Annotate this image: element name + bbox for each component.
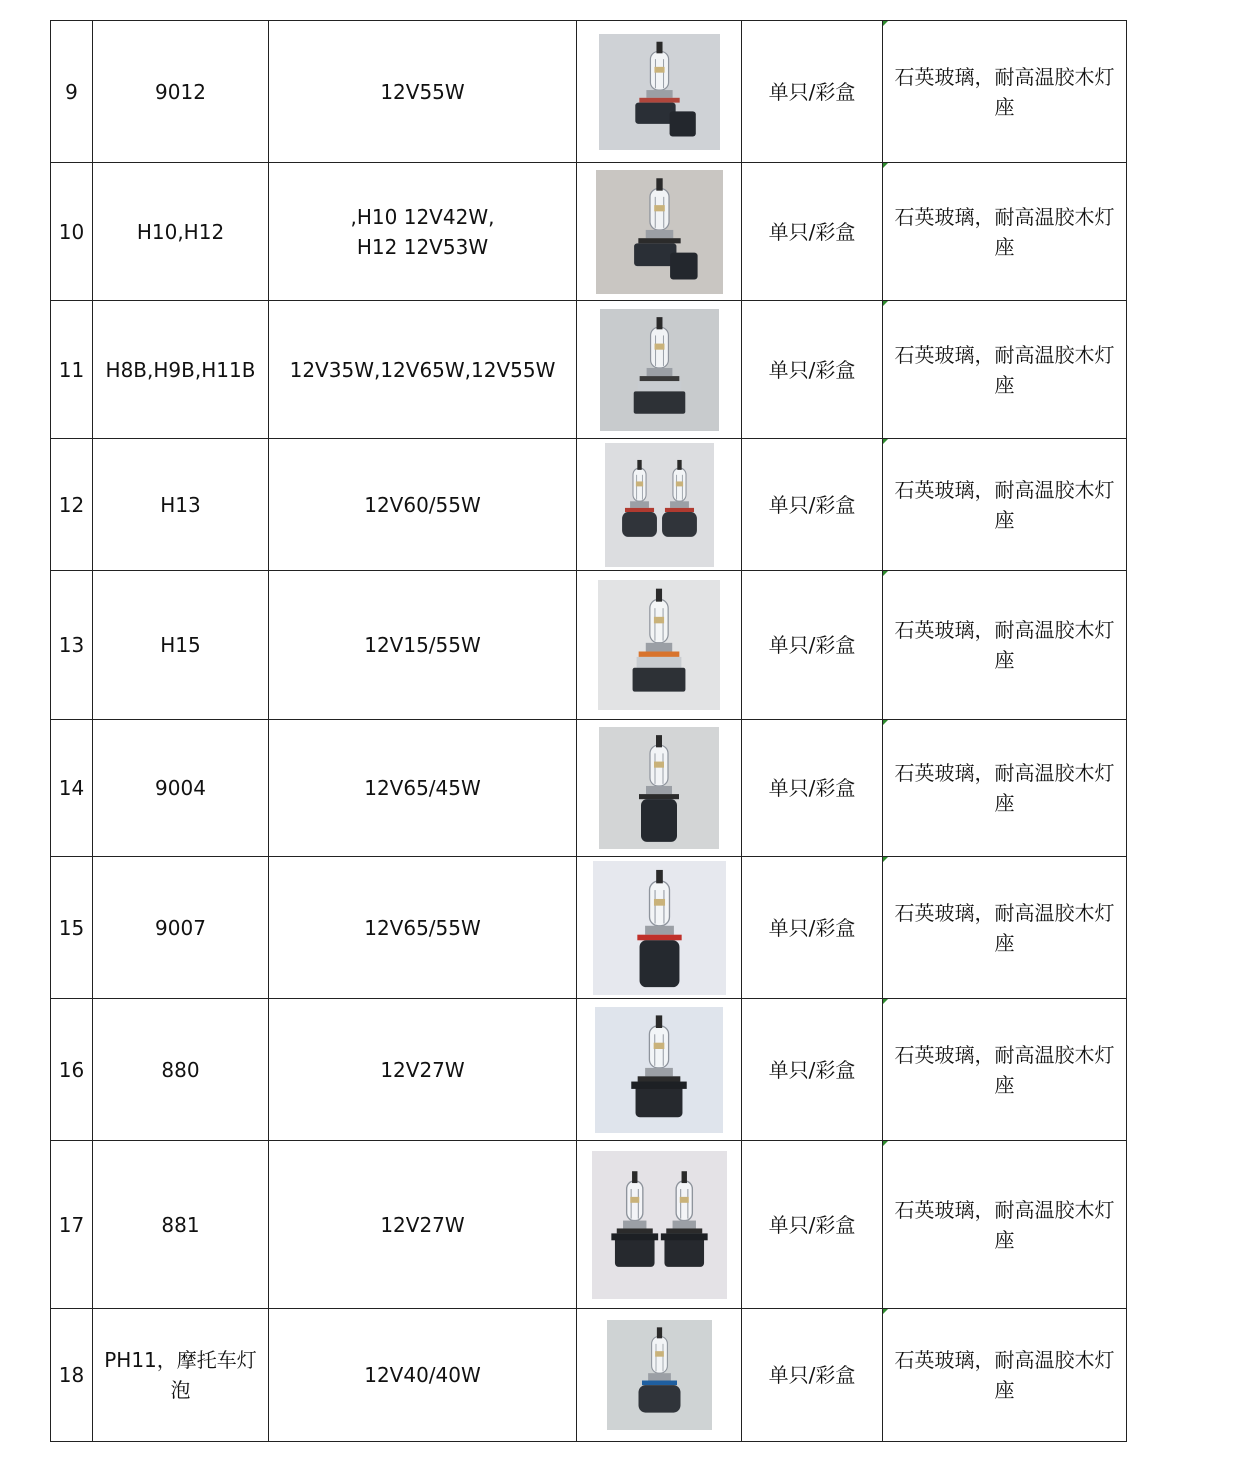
bulb-h10-icon bbox=[596, 170, 723, 294]
table-row bbox=[51, 999, 1127, 1141]
bulb-ph11-icon bbox=[607, 1320, 712, 1430]
photo-cell bbox=[577, 571, 742, 720]
photo-cell bbox=[577, 857, 742, 999]
spec-cell: 12V65/45W bbox=[269, 720, 577, 857]
table-row bbox=[51, 720, 1127, 857]
model-cell: H8B,H9B,H11B bbox=[93, 301, 269, 439]
bulb-h15-icon bbox=[598, 580, 720, 710]
photo-cell bbox=[577, 1141, 742, 1309]
model-cell: 9012 bbox=[93, 21, 269, 163]
photo-cell bbox=[577, 301, 742, 439]
material-cell: 石英玻璃，耐高温胶木灯座 bbox=[883, 439, 1127, 571]
bulb-9012-icon bbox=[599, 34, 720, 150]
material-cell: 石英玻璃，耐高温胶木灯座 bbox=[883, 571, 1127, 720]
packing-cell: 单只/彩盒 bbox=[742, 720, 883, 857]
spec-cell: 12V27W bbox=[269, 999, 577, 1141]
row-number: 18 bbox=[51, 1309, 93, 1442]
row-number: 13 bbox=[51, 571, 93, 720]
row-number: 9 bbox=[51, 21, 93, 163]
table-row bbox=[51, 857, 1127, 999]
model-cell: 9004 bbox=[93, 720, 269, 857]
spec-cell: 12V65/55W bbox=[269, 857, 577, 999]
spec-cell: 12V15/55W bbox=[269, 571, 577, 720]
packing-cell: 单只/彩盒 bbox=[742, 301, 883, 439]
row-number: 12 bbox=[51, 439, 93, 571]
spec-cell: 12V55W bbox=[269, 21, 577, 163]
table-row bbox=[51, 21, 1127, 163]
bulb-h13-icon bbox=[605, 443, 714, 567]
packing-cell: 单只/彩盒 bbox=[742, 1141, 883, 1309]
photo-cell bbox=[577, 999, 742, 1141]
bulb-880-icon bbox=[595, 1007, 723, 1133]
spec-cell: 12V27W bbox=[269, 1141, 577, 1309]
photo-cell bbox=[577, 720, 742, 857]
table-row bbox=[51, 1309, 1127, 1442]
material-cell: 石英玻璃，耐高温胶木灯座 bbox=[883, 21, 1127, 163]
model-cell: 9007 bbox=[93, 857, 269, 999]
bulb-9007-icon bbox=[593, 861, 726, 995]
row-number: 17 bbox=[51, 1141, 93, 1309]
material-cell: 石英玻璃，耐高温胶木灯座 bbox=[883, 720, 1127, 857]
row-number: 11 bbox=[51, 301, 93, 439]
packing-cell: 单只/彩盒 bbox=[742, 1309, 883, 1442]
spec-cell: 12V40/40W bbox=[269, 1309, 577, 1442]
packing-cell: 单只/彩盒 bbox=[742, 439, 883, 571]
material-cell: 石英玻璃，耐高温胶木灯座 bbox=[883, 857, 1127, 999]
packing-cell: 单只/彩盒 bbox=[742, 163, 883, 301]
model-cell: H15 bbox=[93, 571, 269, 720]
table-row bbox=[51, 163, 1127, 301]
material-cell: 石英玻璃，耐高温胶木灯座 bbox=[883, 1309, 1127, 1442]
bulb-9004-icon bbox=[599, 727, 719, 849]
photo-cell bbox=[577, 163, 742, 301]
packing-cell: 单只/彩盒 bbox=[742, 999, 883, 1141]
material-cell: 石英玻璃，耐高温胶木灯座 bbox=[883, 1141, 1127, 1309]
material-cell: 石英玻璃，耐高温胶木灯座 bbox=[883, 999, 1127, 1141]
material-cell: 石英玻璃，耐高温胶木灯座 bbox=[883, 301, 1127, 439]
model-cell: H13 bbox=[93, 439, 269, 571]
product-table bbox=[50, 20, 1127, 1442]
table-row bbox=[51, 439, 1127, 571]
photo-cell bbox=[577, 1309, 742, 1442]
row-number: 16 bbox=[51, 999, 93, 1141]
packing-cell: 单只/彩盒 bbox=[742, 857, 883, 999]
model-cell: PH11，摩托车灯泡 bbox=[93, 1309, 269, 1442]
model-cell: H10,H12 bbox=[93, 163, 269, 301]
material-cell: 石英玻璃，耐高温胶木灯座 bbox=[883, 163, 1127, 301]
spec-cell: ,H10 12V42W, H12 12V53W bbox=[269, 163, 577, 301]
packing-cell: 单只/彩盒 bbox=[742, 21, 883, 163]
bulb-881-icon bbox=[592, 1151, 727, 1299]
model-cell: 880 bbox=[93, 999, 269, 1141]
table-row bbox=[51, 1141, 1127, 1309]
row-number: 15 bbox=[51, 857, 93, 999]
bulb-h11b-icon bbox=[600, 309, 719, 431]
spec-cell: 12V35W,12V65W,12V55W bbox=[269, 301, 577, 439]
row-number: 14 bbox=[51, 720, 93, 857]
packing-cell: 单只/彩盒 bbox=[742, 571, 883, 720]
photo-cell bbox=[577, 21, 742, 163]
row-number: 10 bbox=[51, 163, 93, 301]
table-row bbox=[51, 301, 1127, 439]
table-row bbox=[51, 571, 1127, 720]
model-cell: 881 bbox=[93, 1141, 269, 1309]
photo-cell bbox=[577, 439, 742, 571]
spec-cell: 12V60/55W bbox=[269, 439, 577, 571]
